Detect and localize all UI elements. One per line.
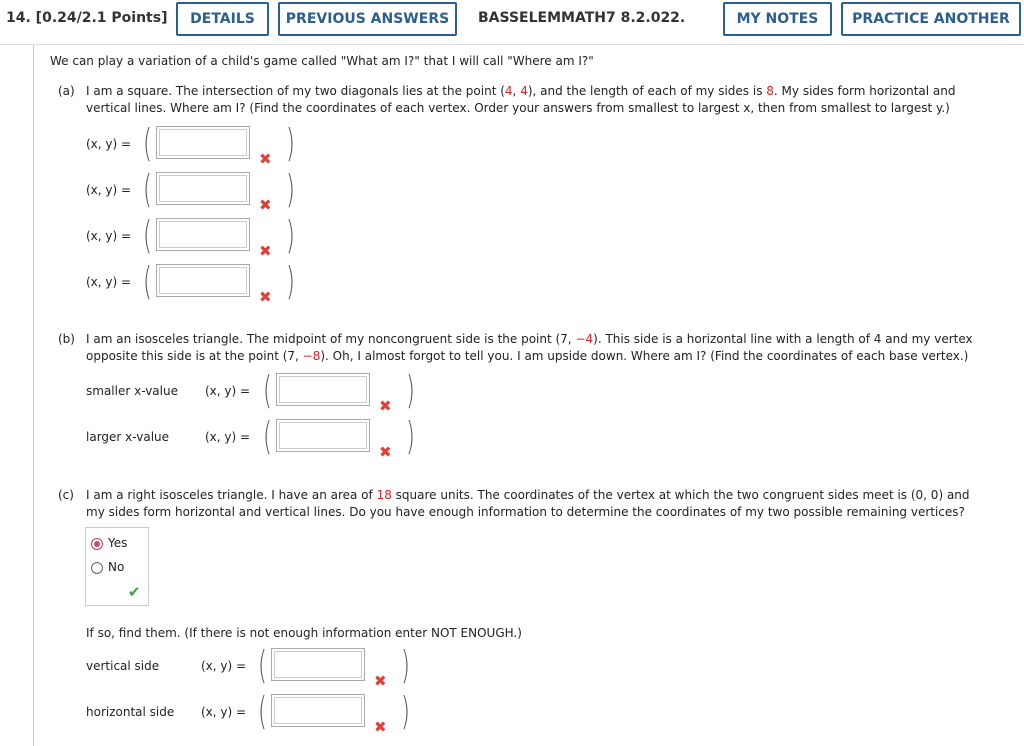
part-c-horizontal-label: horizontal side (86, 705, 175, 719)
part-c-xy-label-1: (x, y) = (201, 659, 247, 673)
correct-icon: ✔ (128, 583, 141, 601)
close-paren: ) (285, 259, 295, 303)
close-paren: ) (400, 643, 410, 687)
part-c-horizontal-input[interactable] (271, 694, 365, 727)
incorrect-icon: ✖ (374, 718, 387, 736)
close-paren: ) (285, 213, 295, 257)
incorrect-icon: ✖ (259, 196, 272, 214)
part-c-text (58, 487, 1008, 521)
incorrect-icon: ✖ (259, 150, 272, 168)
part-b-xy-label-1: (x, y) = (205, 384, 251, 398)
close-paren: ) (405, 414, 415, 458)
part-b-midpoint-y: −4 (575, 332, 594, 346)
open-paren: ( (142, 213, 152, 257)
part-a-line2: vertical lines. Where am I? (Find the coordinates of each vertex. Order your answers from smallest to largest x, then from smallest to largest y.) (86, 101, 950, 115)
part-b-smaller-input[interactable] (276, 373, 370, 406)
open-paren: ( (257, 643, 267, 687)
part-b-line1-pre: I am an isosceles triangle. The midpoint of my noncongruent side is the point (7, (86, 332, 576, 346)
part-c-area: 18 (376, 488, 392, 502)
part-b-larger-input[interactable] (276, 419, 370, 452)
practice-another-button[interactable]: PRACTICE ANOTHER (841, 2, 1021, 36)
open-paren: ( (262, 414, 272, 458)
open-paren: ( (142, 167, 152, 211)
part-a-line1-post: . My sides form horizontal and (773, 84, 956, 98)
part-a-side-length: 8 (766, 84, 774, 98)
part-b-text (58, 331, 1008, 365)
part-a-center-y: 4 (520, 84, 528, 98)
part-a-center-x: 4 (504, 84, 513, 98)
part-c-line1-pre: I am a right isosceles triangle. I have an area of (86, 488, 377, 502)
open-paren: ( (142, 121, 152, 165)
question-title: 14. [0.24/2.1 Points] (6, 10, 168, 26)
part-b-smaller-label: smaller x-value (86, 384, 178, 398)
previous-answers-button[interactable]: PREVIOUS ANSWERS (278, 2, 457, 36)
part-a-line1-mid: ), and the length of each of my sides is (527, 84, 767, 98)
incorrect-icon: ✖ (379, 397, 392, 415)
part-a-text (58, 83, 998, 117)
no-label: No (108, 560, 125, 574)
part-a-label: (a) (58, 84, 75, 98)
part-a-xy-label-2: (x, y) = (86, 183, 132, 197)
part-a-vertex-3-input[interactable] (156, 218, 250, 251)
yes-label: Yes (108, 536, 128, 550)
part-a-xy-label-4: (x, y) = (86, 275, 132, 289)
part-c-instructions: If so, find them. (If there is not enough information enter NOT ENOUGH.) (86, 626, 522, 640)
incorrect-icon: ✖ (259, 288, 272, 306)
close-paren: ) (285, 121, 295, 165)
intro-text: We can play a variation of a child's game called "What am I?" that I will call "Where am I?" (50, 54, 594, 68)
assignment-id: BASSELEMMATH7 8.2.022. (478, 10, 686, 26)
header-divider (0, 44, 1024, 45)
close-paren: ) (285, 167, 295, 211)
open-paren: ( (262, 368, 272, 412)
part-a-line1-pre: I am a square. The intersection of my two diagonals lies at the point ( (86, 84, 505, 98)
part-c-xy-label-2: (x, y) = (201, 705, 247, 719)
incorrect-icon: ✖ (379, 443, 392, 461)
no-radio[interactable] (91, 562, 103, 574)
incorrect-icon: ✖ (374, 672, 387, 690)
part-c-line2: my sides form horizontal and vertical lines. Do you have enough information to determine the coordinates of my two possible remaining vertices? (86, 505, 965, 519)
part-b-vertex-y: −8 (302, 349, 321, 363)
yes-no-radio-group (85, 527, 149, 606)
open-paren: ( (142, 259, 152, 303)
part-a-vertex-1-input[interactable] (156, 126, 250, 159)
close-paren: ) (400, 689, 410, 733)
details-button[interactable]: DETAILS (176, 2, 269, 36)
part-b-line2-post: ). Oh, I almost forgot to tell you. I am upside down. Where am I? (Find the coordinates of each base vertex.) (320, 349, 969, 363)
part-a-vertex-2-input[interactable] (156, 172, 250, 205)
left-border (33, 45, 34, 746)
part-c-line1-post: square units. The coordinates of the vertex at which the two congruent sides meet is (0, 0) and (391, 488, 970, 502)
close-paren: ) (405, 368, 415, 412)
part-b-line1-post: ). This side is a horizontal line with a length of 4 and my vertex (593, 332, 973, 346)
part-c-vertical-label: vertical side (86, 659, 160, 673)
yes-radio[interactable] (91, 538, 103, 550)
part-b-larger-label: larger x-value (86, 430, 170, 444)
part-b-xy-label-2: (x, y) = (205, 430, 251, 444)
part-b-label: (b) (58, 332, 75, 346)
part-a-xy-label-3: (x, y) = (86, 229, 132, 243)
open-paren: ( (257, 689, 267, 733)
my-notes-button[interactable]: MY NOTES (723, 2, 832, 36)
part-a-xy-label-1: (x, y) = (86, 137, 132, 151)
part-b-line2-pre: opposite this side is at the point (7, (86, 349, 303, 363)
part-c-vertical-input[interactable] (271, 648, 365, 681)
part-a-sep: , (512, 84, 521, 98)
incorrect-icon: ✖ (259, 242, 272, 260)
part-a-vertex-4-input[interactable] (156, 264, 250, 297)
part-c-label: (c) (58, 488, 74, 502)
